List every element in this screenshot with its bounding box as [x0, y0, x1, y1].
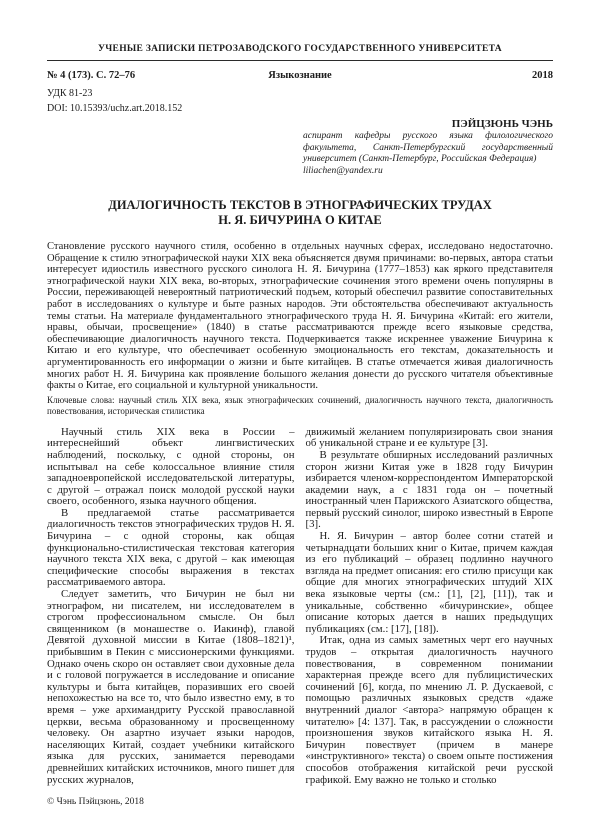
issue-meta-row: [47, 70, 553, 81]
left-paragraph-1: Научный стиль XIX века в России – интереснейший объект лингвистических наблюдений, поскольку, с одной стороны, он испытывал на себе колоссальное влияние стиля западноевропейской исследовательской литературы, с другой – отражал поиск молодой русской науки своего, особенного, языка научного общения.: [47, 425, 295, 508]
right-paragraph-2: В результате обширных исследований различных сторон жизни Китая уже в 1828 году Бичурин избирается членом-корреспондентом Императорской академии наук, а с 1831 года он – почетный иностранный член Парижского Азиатского общества, первый русский синолог, широко известный в Европе [3].: [305, 448, 553, 531]
journal-title: УЧЕНЫЕ ЗАПИСКИ ПЕТРОЗАВОДСКОГО ГОСУДАРСТВЕННОГО УНИВЕРСИТЕТА: [98, 44, 502, 54]
keywords-text: Ключевые слова: научный стиль XIX века, язык этнографических сочинений, диалогичность научного текста, диалогичность повествования, историческая стилистика: [47, 394, 553, 416]
header-rule: [47, 60, 553, 61]
right-paragraph-4: Итак, одна из самых заметных черт его научных трудов – открытая диалогичность научного повествования, в современном понимании характерная прежде всего для публицистических сочинений [6], когда, по мнению Л. Р. Дускаевой, с помощью различных языковых средств «даже внутренний диалог <автора> напрямую обращен к читателю» [4: 137]. Так, в рассуждении о сложности произношения звуков китайского языка Н. Я. Бичурин повествует (причем в манере «инструктивного» текста) о своем опыте постижения способов отображения китайской речи русской графикой. Ему важно не только и столько: [305, 634, 553, 786]
right-paragraph-3: Н. Я. Бичурин – автор более сотни статей и четырнадцати больших книг о Китае, причем каждая из его публикаций – образец подлинно научного взгляда на предмет описания: его стилю присущи как общие для многих этнографических штудий XIX века языковые черты (см.: [1], [2], [11]), так и уникальные, собственно «бичуринские», общее описание которых дается в наших предыдущих публикациях (см.: [17], [18]).: [305, 530, 553, 635]
article-title: [47, 198, 553, 228]
journal-section: Языкознание: [268, 70, 332, 81]
doi-line: DOI: 10.15393/uchz.art.2018.152: [47, 103, 183, 114]
abstract-text: Становление русского научного стиля, особенно в отдельных научных сферах, исследовано недостаточно. Обращение к стилю этнографической науки XIX века объясняется двумя причинами: во-первых, автора статьи интересует идиостиль известного русского синолога Н. Я. Бичурина (1777–1853) как яркого представителя этнографической науки XIX века, во-вторых, этнографические сочинения этого времени очень популярны в России, переживающей невероятный патриотический подъем, который обеспечил развитие сопоставительных работ в исследованиях о культуре и быте разных народов. Эти обстоятельства обеспечивают актуальность темы статьи. На материале фундаментального этнографического труда Н. Я. Бичурина «Китай: его жители, нравы, обычаи, просвещение» (1840) в статье рассматриваются прежде всего языковые средства, обеспечивающие диалогичность научного текста. Подчеркивается также искреннее уважение Бичурина к Китаю и его культуре, что обеспечивает особенную эмоциональность его текстам, доказательность и аргументированность его информации о жизни и быте китайцев. В статье отмечается живая диалогичность многих работ Н. Я. Бичурина как проявление большого желания донести до русского читателя объективные факты о Китае, его социальной и культурной уникальности.: [47, 241, 553, 392]
article-title-line1: ДИАЛОГИЧНОСТЬ ТЕКСТОВ В ЭТНОГРАФИЧЕСКИХ ТРУДАХ: [108, 198, 492, 212]
left-paragraph-3: Следует заметить, что Бичурин не был ни этнографом, ни писателем, ни исследователем в строгом профессиональном смысле. Он был священником (в монашестве о. Иакинф), главой Девятой духовной миссии в Китае (1808–1821)¹, прибывшим в Пекин с миссионерскими функциями. Однако очень скоро он оставляет свои духовные дела и с головой погружается в исследование и описание культуры и быта китайцев, поразивших его своей непохожестью на все то, что было известно ему, в то время – уже архимандриту Русской православной церкви, весьма образованному и просвещенному человеку. Он азартно изучает языки народов, населяющих Китай, создает учебники китайского языка для русских, занимается переводами древнейших китайских источников, много пишет для русских журналов,: [47, 588, 295, 786]
body-columns: [47, 427, 553, 786]
publication-year: 2018: [532, 70, 554, 81]
copyright-notice: © Чэнь Пэйцзюнь, 2018: [47, 797, 144, 808]
author-name: ПЭЙЦЗЮНЬ ЧЭНЬ: [451, 118, 553, 130]
right-paragraph-1: движимый желанием популяризировать свои знания об уникальной стране и ее культуре [3].: [305, 425, 553, 450]
author-email: liliachen@yandex.ru: [303, 165, 383, 176]
issue-pages: № 4 (173). С. 72–76: [47, 70, 136, 81]
article-title-line2: Н. Я. БИЧУРИНА О КИТАЕ: [218, 213, 382, 227]
author-affiliation: аспирант кафедры русского языка филологического факультета, Санкт-Петербургский государственный университет (Санкт-Петербург, Российская Федерация): [303, 131, 553, 164]
udk-code: УДК 81-23: [47, 88, 93, 99]
right-column: [306, 427, 554, 786]
left-paragraph-2: В предлагаемой статье рассматривается диалогичность текстов этнографических трудов Н. Я. Бичурина – с одной стороны, как общая функционально-стилистическая текстовая категория научного текста XIX века, с другой – как имеющая специфические способы выражения в текстах рассматриваемого автора.: [47, 506, 295, 589]
author-block: [303, 118, 553, 177]
left-column: [47, 427, 295, 786]
